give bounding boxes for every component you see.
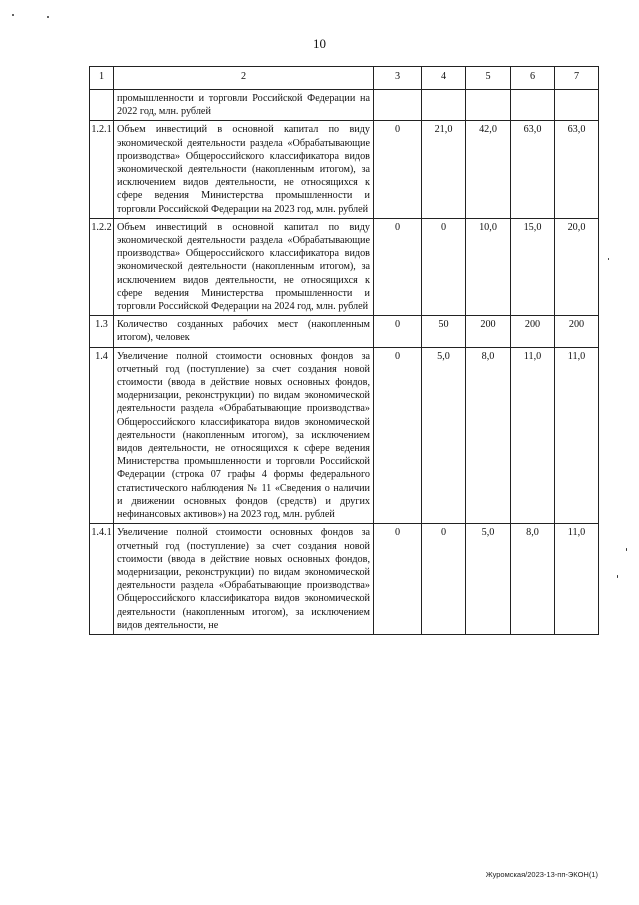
row-number: 1.4 xyxy=(90,347,114,524)
value-col-7: 20,0 xyxy=(555,218,599,315)
value-col-3 xyxy=(374,90,422,121)
column-header: 2 xyxy=(114,67,374,90)
scan-speck xyxy=(47,16,49,18)
column-header: 1 xyxy=(90,67,114,90)
table-row xyxy=(90,524,599,635)
value-col-3: 0 xyxy=(374,524,422,635)
scan-speck xyxy=(12,14,14,16)
table-row xyxy=(90,347,599,524)
table-row xyxy=(90,121,599,218)
value-col-6: 200 xyxy=(511,316,555,347)
column-header: 5 xyxy=(466,67,511,90)
value-col-6: 8,0 xyxy=(511,524,555,635)
row-number: 1.4.1 xyxy=(90,524,114,635)
value-col-7: 11,0 xyxy=(555,524,599,635)
column-header: 6 xyxy=(511,67,555,90)
table-header-row xyxy=(90,67,599,90)
value-col-6: 15,0 xyxy=(511,218,555,315)
row-description: Увеличение полной стоимости основных фондов за отчетный год (поступление) за счет создания новой стоимости (ввода в действие новых основных фондов, модернизации, реконструкции) по видам экономической деятельности раздела «Обрабатывающие производства» Общероссийского классификатора видов экономической деятельности (накопленным итогом), за исключением видов деятельности, не относящихся к сфере ведения Министерства промышленности и торговли Российской Федерации (строка 07 графы 4 формы федерального статистического наблюдения № 11 «Сведения о наличии и движении основных фондов (средств) и других нефинансовых активов») на 2023 год, млн. рублей xyxy=(114,347,374,524)
row-description: Объем инвестиций в основной капитал по виду экономической деятельности раздела «Обрабатывающие производства» Общероссийского классификатора видов экономической деятельности (накопленным итогом), за исключением видов деятельности, не относящихся к сфере ведения Министерства промышленности и торговли Российской Федерации на 2024 год, млн. рублей xyxy=(114,218,374,315)
value-col-6: 63,0 xyxy=(511,121,555,218)
row-number xyxy=(90,90,114,121)
row-description: промышленности и торговли Российской Федерации на 2022 год, млн. рублей xyxy=(114,90,374,121)
value-col-3: 0 xyxy=(374,121,422,218)
value-col-7: 63,0 xyxy=(555,121,599,218)
column-header: 3 xyxy=(374,67,422,90)
row-number: 1.2.1 xyxy=(90,121,114,218)
scan-speck xyxy=(626,548,627,551)
value-col-3: 0 xyxy=(374,316,422,347)
scan-speck xyxy=(608,258,609,260)
column-header: 4 xyxy=(422,67,466,90)
value-col-4: 0 xyxy=(422,218,466,315)
value-col-5: 42,0 xyxy=(466,121,511,218)
value-col-5: 8,0 xyxy=(466,347,511,524)
row-description: Объем инвестиций в основной капитал по виду экономической деятельности раздела «Обрабатывающие производства» Общероссийского классификатора видов экономической деятельности (накопленным итогом), за исключением видов деятельности, не относящихся к сфере ведения Министерства промышленности и торговли Российской Федерации на 2023 год, млн. рублей xyxy=(114,121,374,218)
value-col-6: 11,0 xyxy=(511,347,555,524)
page-number: 10 xyxy=(313,36,326,51)
value-col-5 xyxy=(466,90,511,121)
value-col-4 xyxy=(422,90,466,121)
value-col-5: 200 xyxy=(466,316,511,347)
table-row xyxy=(90,218,599,315)
table-row xyxy=(90,90,599,121)
value-col-4: 50 xyxy=(422,316,466,347)
value-col-3: 0 xyxy=(374,218,422,315)
table-row xyxy=(90,316,599,347)
value-col-5: 10,0 xyxy=(466,218,511,315)
value-col-4: 5,0 xyxy=(422,347,466,524)
value-col-4: 0 xyxy=(422,524,466,635)
value-col-7: 11,0 xyxy=(555,347,599,524)
row-description: Увеличение полной стоимости основных фондов за отчетный год (поступление) за счет создания новой стоимости (ввода в действие новых основных фондов, модернизации, реконструкции) по видам экономической деятельности раздела «Обрабатывающие производства» Общероссийского классификатора видов экономической деятельности (накопленным итогом), за исключением видов деятельности, не xyxy=(114,524,374,635)
indicator-table xyxy=(89,66,599,635)
row-description: Количество созданных рабочих мест (накопленным итогом), человек xyxy=(114,316,374,347)
value-col-7 xyxy=(555,90,599,121)
value-col-6 xyxy=(511,90,555,121)
scan-speck xyxy=(617,575,618,578)
row-number: 1.3 xyxy=(90,316,114,347)
row-number: 1.2.2 xyxy=(90,218,114,315)
document-footer-code: Журомская/2023-13-пп-ЭКОН(1) xyxy=(485,870,598,879)
column-header: 7 xyxy=(555,67,599,90)
value-col-7: 200 xyxy=(555,316,599,347)
value-col-4: 21,0 xyxy=(422,121,466,218)
value-col-3: 0 xyxy=(374,347,422,524)
value-col-5: 5,0 xyxy=(466,524,511,635)
